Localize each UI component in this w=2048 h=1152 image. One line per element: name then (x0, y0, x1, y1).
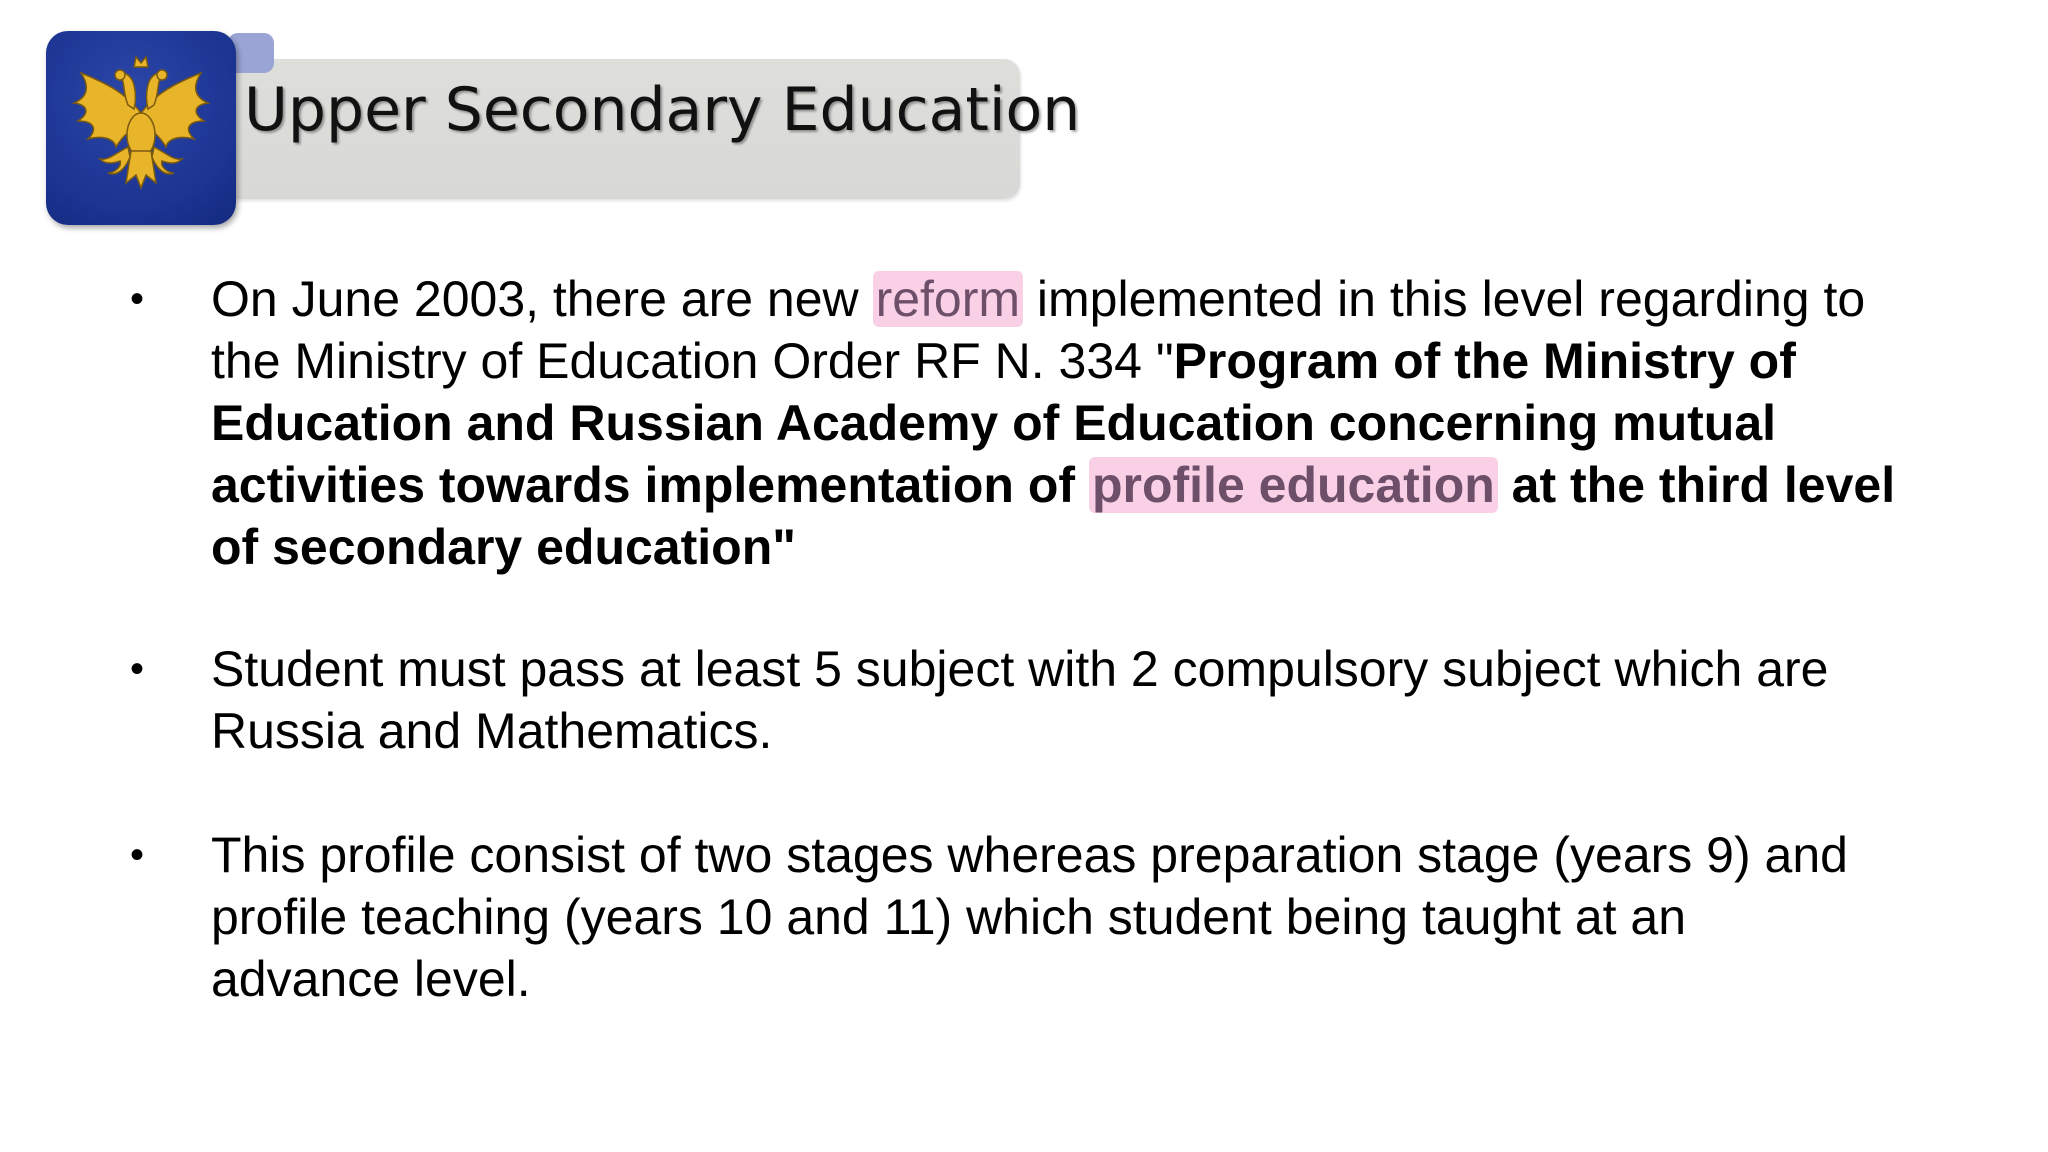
bullet-marker: • (130, 833, 145, 877)
text-span: This profile consist of two stages whereas preparation stage (years 9) and (211, 827, 1848, 883)
highlighted-text: profile education (1089, 457, 1498, 513)
text-span: On June 2003, there are new (211, 271, 873, 327)
double-headed-eagle-icon (56, 43, 226, 213)
bullet-marker: • (130, 277, 145, 321)
bullet-line (211, 638, 1828, 700)
bold-text: Program of the Ministry of (1173, 333, 1796, 389)
text-span: advance level. (211, 951, 531, 1007)
bullet-line (211, 824, 1848, 886)
bullet-line (211, 516, 796, 578)
text-span: Student must pass at least 5 subject with 2 compulsory subject which are (211, 641, 1829, 697)
text-span: Russia and Mathematics. (211, 703, 773, 759)
bold-text: activities towards implementation of (211, 457, 1089, 513)
bold-text: at the third level (1497, 457, 1896, 513)
bullet-line (211, 392, 1776, 454)
slide-title: Upper Secondary Education (244, 75, 1081, 145)
bullet-line (211, 948, 531, 1010)
bullet-line (211, 454, 1895, 516)
text-span: the Ministry of Education Order RF N. 334 " (211, 333, 1174, 389)
bullet-line (211, 700, 772, 762)
bullet-line (211, 886, 1686, 948)
text-span: implemented in this level regarding to (1023, 271, 1866, 327)
text-span: profile teaching (years 10 and 11) which student being taught at an (211, 889, 1687, 945)
bullet-marker: • (130, 647, 145, 691)
bold-text: of secondary education" (211, 519, 796, 575)
emblem-logo (46, 31, 236, 225)
bullet-line (211, 268, 1865, 330)
bullet-line (211, 330, 1796, 392)
bold-text: Education and Russian Academy of Education concerning mutual (211, 395, 1777, 451)
highlighted-text: reform (873, 271, 1023, 327)
